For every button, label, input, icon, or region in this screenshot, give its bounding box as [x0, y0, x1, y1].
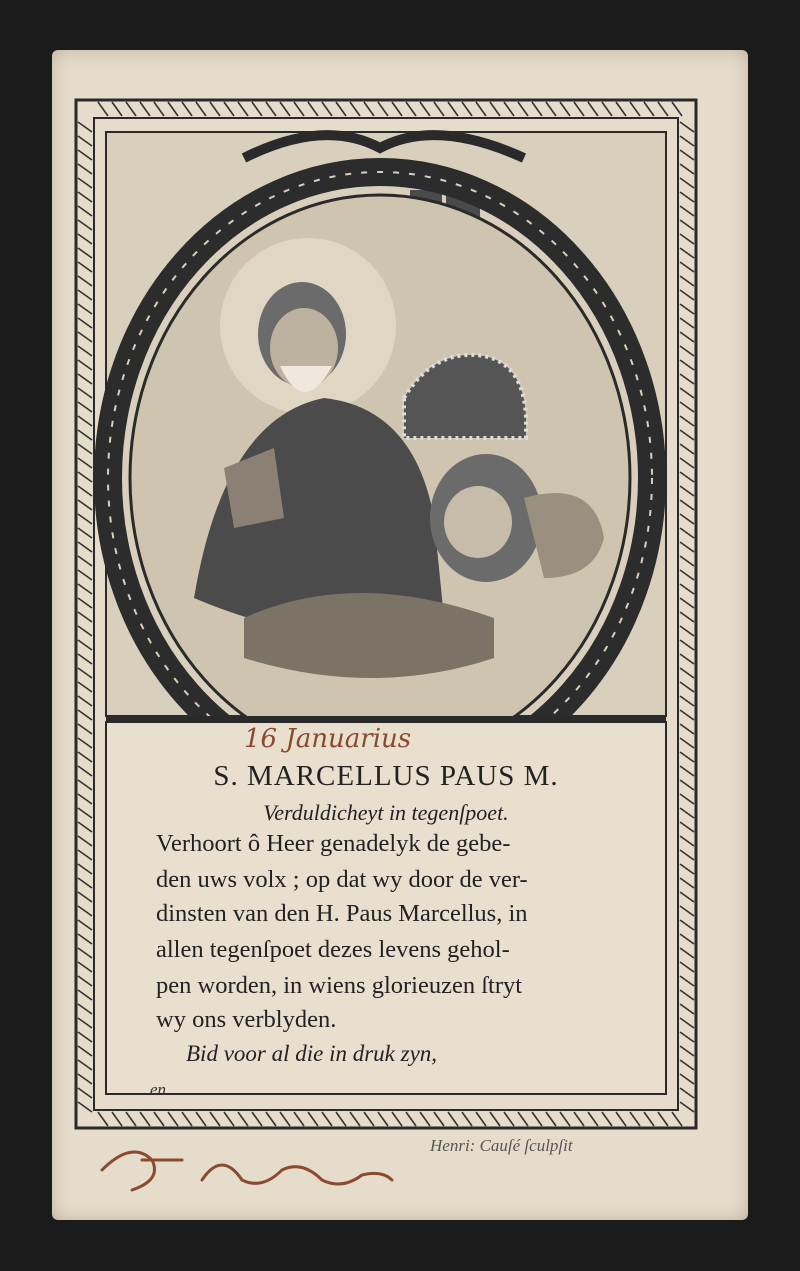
prayer-line: allen tegenſpoet dezes levens gehol- [156, 936, 510, 963]
prayer-line: wy ons verblyden. [156, 1006, 337, 1033]
small-mark: en [150, 1080, 167, 1099]
prayer-line: pen worden, in wiens glorieuzen ſtryt [156, 972, 523, 999]
handwritten-date: 16 Januarius [244, 724, 412, 754]
saint-title: S. MARCELLUS PAUS M. [213, 760, 559, 792]
closing-invocation: Bid voor al die in druk zyn, [186, 1041, 438, 1066]
engraver-credit: Henri: Cauſé ſculpſit [430, 1136, 573, 1155]
prayer-line: den uws volx ; op dat wy door de ver- [156, 866, 528, 893]
prayer-line: dinsten van den H. Paus Marcellus, in [156, 900, 528, 927]
subtitle: Verduldicheyt in tegenſpoet. [263, 800, 509, 825]
handwritten-signature [92, 1130, 412, 1210]
prayer-line: Verhoort ô Heer genadelyk de gebe- [156, 830, 511, 857]
